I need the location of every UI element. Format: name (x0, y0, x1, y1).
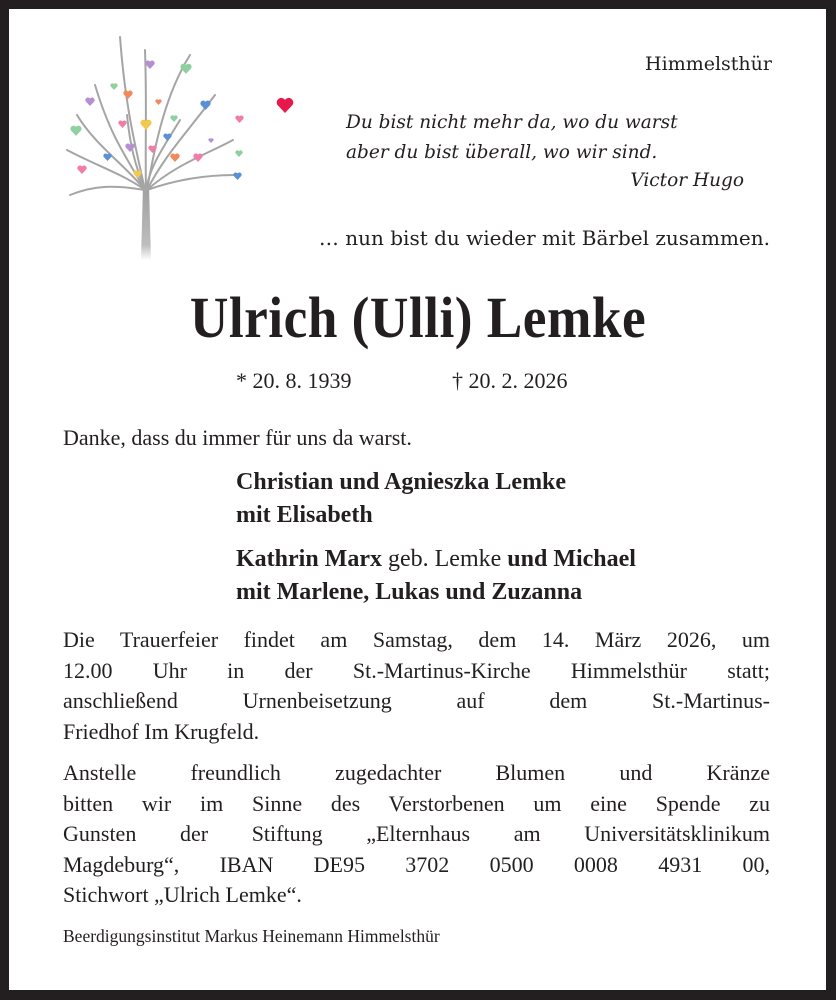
mourner-name: Kathrin Marx (236, 546, 382, 572)
mourner-group (236, 543, 636, 609)
deceased-name: Ulrich (Ulli) Lemke (189, 285, 647, 350)
mourner-line: mit Elisabeth (236, 502, 373, 528)
donation-info (63, 758, 770, 911)
place-name: Himmelsthür (645, 53, 772, 75)
donation-info-line: Anstelle freundlich zugedachter Blumen und Kränze (63, 760, 770, 785)
death-date: † 20. 2. 2026 (452, 368, 568, 393)
funeral-info-line: Die Trauerfeier findet am Samstag, dem 14. März 2026, um (63, 627, 770, 652)
funeral-info-line: Friedhof Im Krugfeld. (63, 718, 260, 744)
funeral-info-line: anschließend Urnenbeisetzung auf dem St.-Martinus- (63, 688, 770, 713)
donation-info-line: bitten wir im Sinne des Verstorbenen um eine Spende zu (63, 790, 770, 816)
red-heart-icon (276, 97, 294, 113)
donation-info-line: Gunsten der Stiftung „Elternhaus am Universitätsklinikum (63, 821, 770, 846)
reunion-line: … nun bist du wieder mit Bärbel zusammen. (318, 226, 770, 250)
mourner-line: mit Marlene, Lukas und Zuzanna (236, 579, 583, 605)
funeral-info (63, 625, 770, 747)
mourner-line: Christian und Agnieszka Lemke (236, 469, 567, 495)
quote-line: aber du bist überall, wo wir sind. (346, 142, 658, 163)
quote-line: Du bist nicht mehr da, wo du warst (346, 112, 678, 133)
birth-date: * 20. 8. 1939 (236, 368, 352, 393)
donation-info-line: Magdeburg“, IBAN DE95 3702 0500 0008 4931 00, (63, 851, 770, 877)
undertaker: Beerdigungsinstitut Markus Heinemann Himmelsthür (63, 926, 440, 946)
thanks-line: Danke, dass du immer für uns da warst. (63, 425, 412, 450)
quote-author: Victor Hugo (630, 170, 744, 191)
mourner-line (236, 543, 636, 576)
funeral-info-line: 12.00 Uhr in der St.-Martinus-Kirche Himmelsthür statt; (63, 657, 770, 683)
maiden-name: geb. Lemke (381, 546, 508, 572)
mourner-group (236, 466, 566, 532)
mourner-name: und Michael (507, 546, 636, 572)
quote (346, 108, 678, 168)
donation-info-line: Stichwort „Ulrich Lemke“. (63, 882, 302, 907)
